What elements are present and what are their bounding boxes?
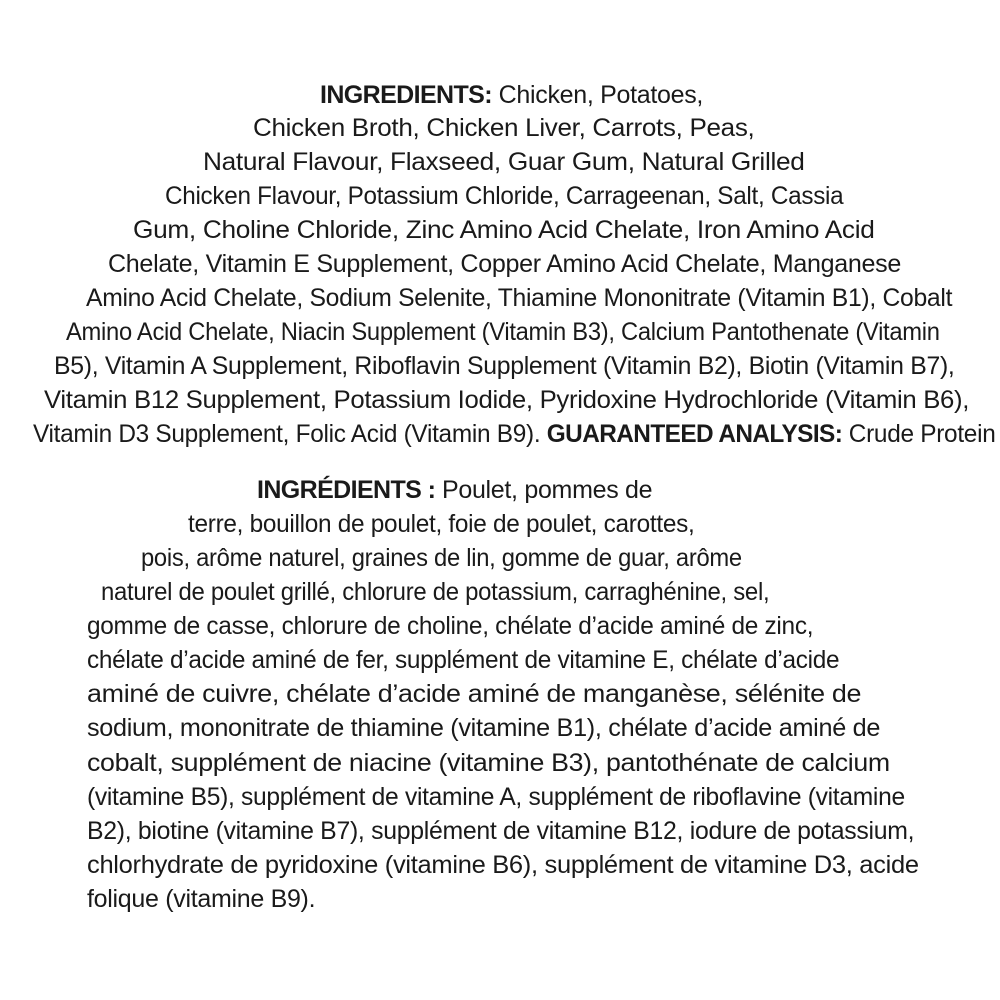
french-line-10: (vitamine B5), supplément de vitamine A, supplément de riboflavine (vitamine xyxy=(87,783,905,811)
french-line-3: pois, arôme naturel, graines de lin, gomme de guar, arôme xyxy=(141,544,742,572)
english-line-10: Vitamin B12 Supplement, Potassium Iodide, Pyridoxine Hydrochloride (Vitamin B6), xyxy=(44,386,970,414)
french-line-2: terre, bouillon de poulet, foie de poulet, carottes, xyxy=(188,510,695,538)
english-line-3: Natural Flavour, Flaxseed, Guar Gum, Natural Grilled xyxy=(203,148,805,176)
french-line-5: gomme de casse, chlorure de choline, chélate d’acide aminé de zinc, xyxy=(87,612,814,640)
english-line-7: Amino Acid Chelate, Sodium Selenite, Thiamine Mononitrate (Vitamin B1), Cobalt xyxy=(86,284,953,312)
english-line-11: Vitamin D3 Supplement, Folic Acid (Vitamin B9). GUARANTEED ANALYSIS: Crude Protein xyxy=(33,420,996,448)
english-line-8: Amino Acid Chelate, Niacin Supplement (Vitamin B3), Calcium Pantothenate (Vitamin xyxy=(66,318,940,346)
english-line-1: INGREDIENTS: Chicken, Potatoes, xyxy=(320,81,704,109)
english-line-2: Chicken Broth, Chicken Liver, Carrots, Peas, xyxy=(253,114,755,142)
english-line-4: Chicken Flavour, Potassium Chloride, Carrageenan, Salt, Cassia xyxy=(165,182,844,210)
french-line-12: chlorhydrate de pyridoxine (vitamine B6), supplément de vitamine D3, acide xyxy=(87,851,919,879)
french-line-6: chélate d’acide aminé de fer, supplément de vitamine E, chélate d’acide xyxy=(87,646,840,674)
english-line-6: Chelate, Vitamin E Supplement, Copper Amino Acid Chelate, Manganese xyxy=(108,250,902,278)
english-line-9: B5), Vitamin A Supplement, Riboflavin Supplement (Vitamin B2), Biotin (Vitamin B7), xyxy=(54,352,955,380)
french-line-8: sodium, mononitrate de thiamine (vitamine B1), chélate d’acide aminé de xyxy=(87,714,881,742)
french-ingredients-heading: INGRÉDIENTS : xyxy=(257,476,436,504)
french-line-13: folique (vitamine B9). xyxy=(87,885,316,913)
english-line-5: Gum, Choline Chloride, Zinc Amino Acid Chelate, Iron Amino Acid xyxy=(133,216,875,244)
french-line-4: naturel de poulet grillé, chlorure de potassium, carraghénine, sel, xyxy=(101,578,770,606)
french-line-7: aminé de cuivre, chélate d’acide aminé de manganèse, sélénite de xyxy=(87,680,862,708)
french-line-1: INGRÉDIENTS : Poulet, pommes de xyxy=(257,476,653,504)
french-line-9: cobalt, supplément de niacine (vitamine B3), pantothénate de calcium xyxy=(87,749,890,777)
french-line-11: B2), biotine (vitamine B7), supplément de vitamine B12, iodure de potassium, xyxy=(87,817,915,845)
guaranteed-analysis-heading: GUARANTEED ANALYSIS: xyxy=(546,420,843,448)
english-ingredients-heading: INGREDIENTS: xyxy=(320,81,492,109)
